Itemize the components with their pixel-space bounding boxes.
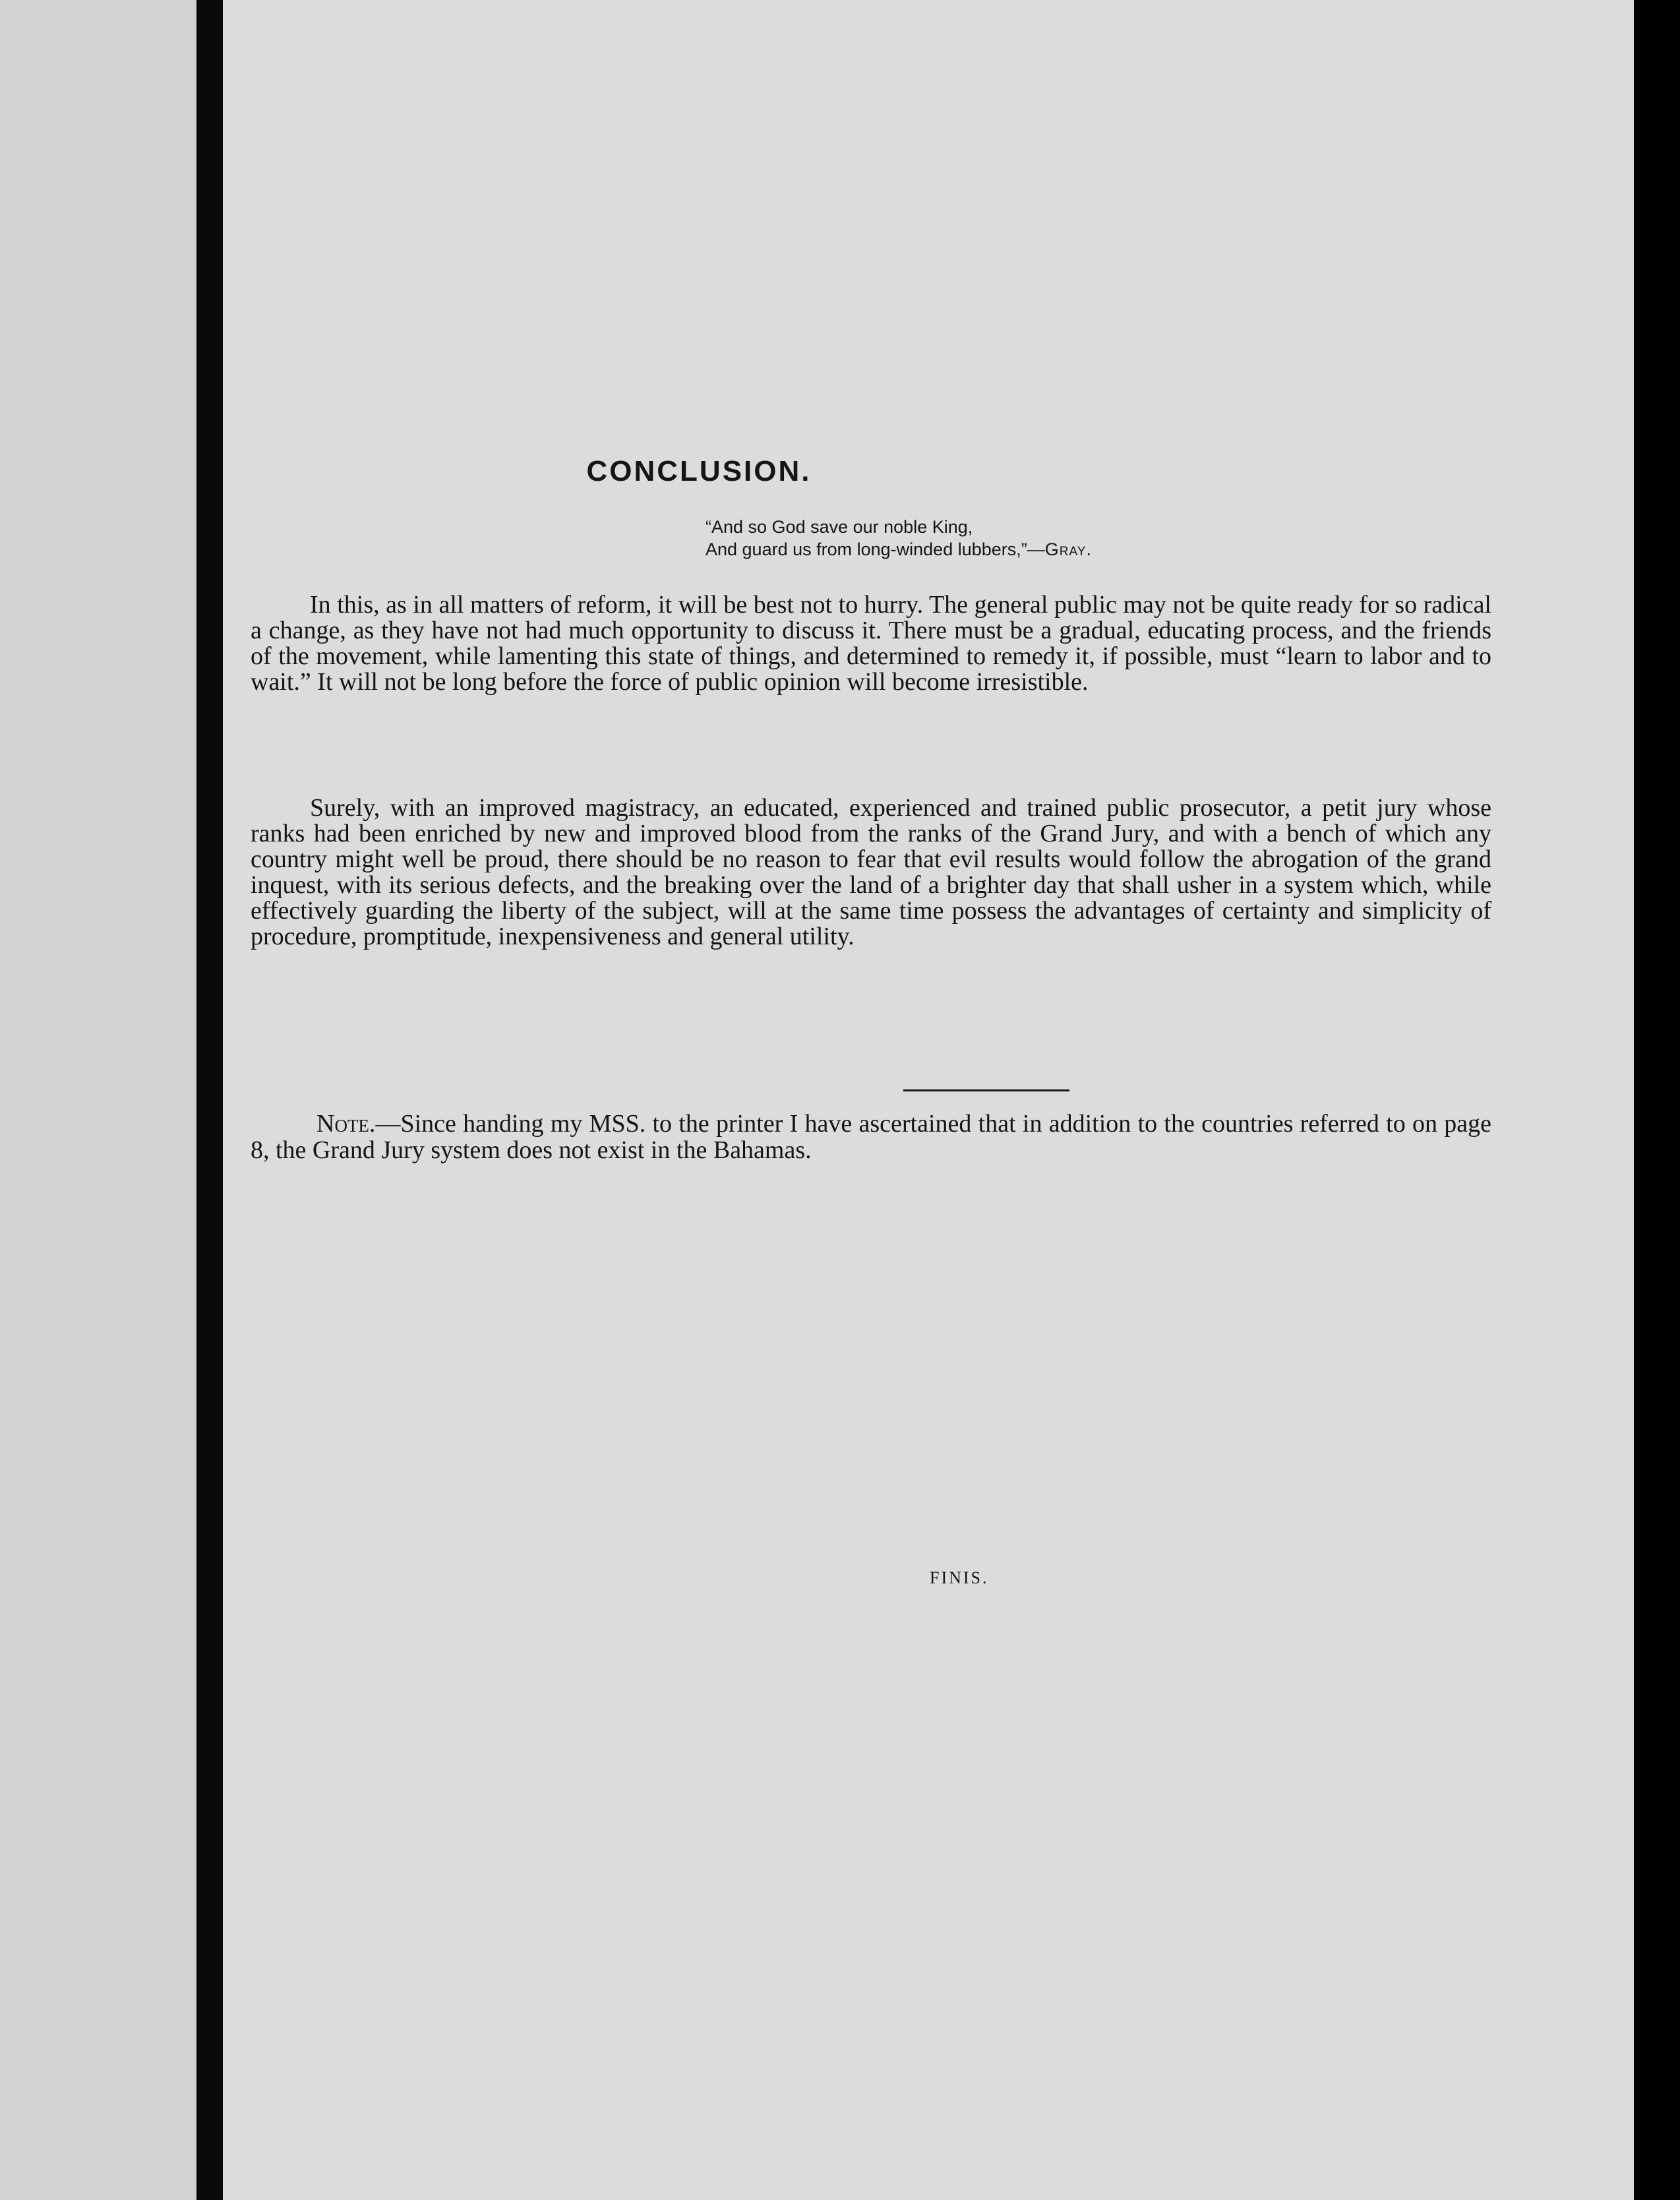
epigraph-line-1: “And so God save our noble King, — [705, 517, 973, 537]
note — [251, 1111, 1491, 1163]
finis: FINIS. — [930, 1568, 989, 1587]
paragraph-1: In this, as in all matters of reform, it will be best not to hurry. The general public may not be quite ready for so radical a change, as they have not had much opportunity to discuss it. There must be a gradual, educating process, and the friends of the movement, while lamenting this state of things, and determined to remedy it, if possible, must “learn to labor and to wait.” It will not be long before the force of public opinion will become irresistible. — [251, 591, 1491, 696]
note-text: —Since handing my MSS. to the printer I have ascertained that in addition to the countries referred to on page 8, the Grand Jury system does not exist in the Bahamas. — [251, 1110, 1491, 1164]
epigraph-line-2 — [705, 538, 1092, 561]
book-gutter — [196, 0, 223, 2200]
scan-border — [1634, 40, 1680, 2200]
facing-page-edge — [0, 0, 196, 2200]
epigraph-attribution: Gray. — [1044, 539, 1092, 559]
epigraph-line-2-text: And guard us from long-winded lubbers,”— — [705, 539, 1045, 559]
paragraph-2: Surely, with an improved magistracy, an educated, experienced and trained public prosecutor, a petit jury whose ranks had been enriched by new and improved blood from the ranks of the Grand Jury, and with a bench of which any country might well be proud, there should be no reason to fear that evil results would follow the abrogation of the grand inquest, with its serious defects, and the breaking over the land of a brighter day that shall usher in a system which, while effectively guarding the liberty of the subject, will at the same time possess the advantages of certainty and simplicity of procedure, promptitude, inexpensiveness and general utility. — [251, 794, 1491, 950]
section-divider — [903, 1089, 1069, 1091]
note-label: Note. — [316, 1110, 376, 1138]
page — [223, 0, 1634, 2200]
page-title: CONCLUSION. — [586, 455, 812, 487]
epigraph — [705, 516, 1092, 561]
